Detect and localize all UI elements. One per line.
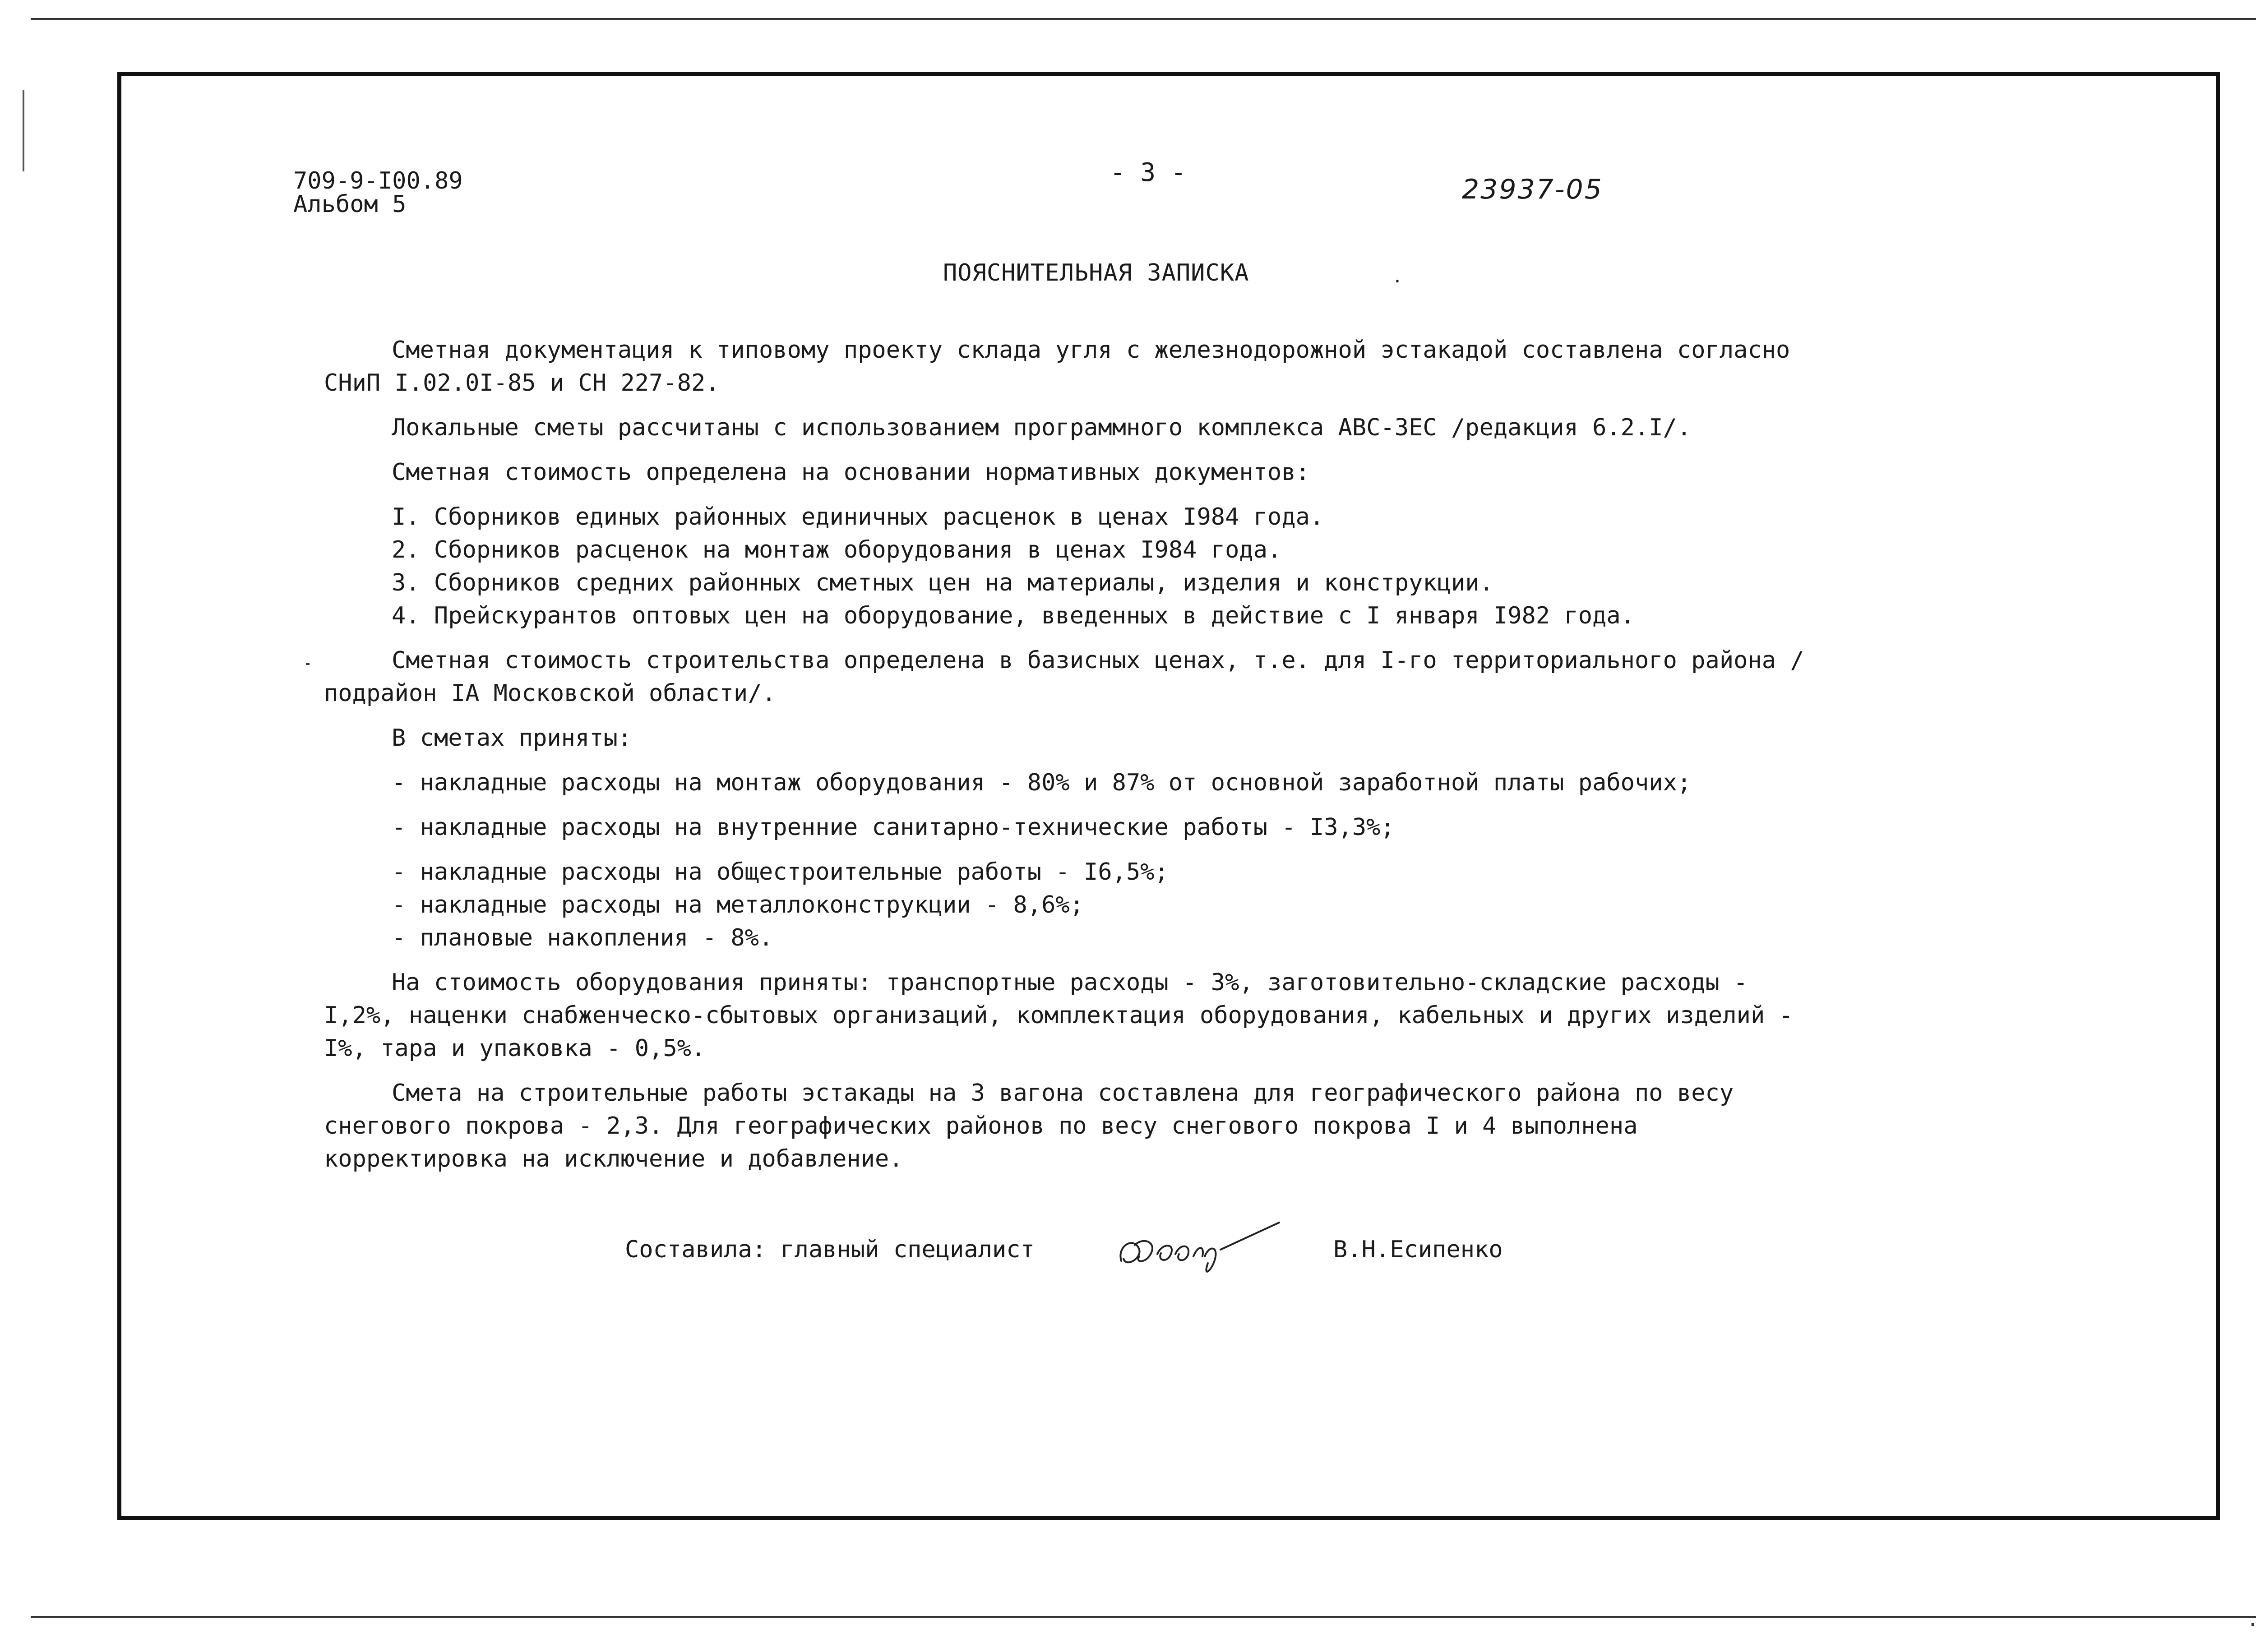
project-designation: 709-9-I00.89 [293,167,463,194]
stray-mark [306,663,310,665]
list-item: 2. Сборников расценок на монтаж оборудования в ценах I984 года. [392,536,1282,563]
signatory-name: В.Н.Есипенко [1333,1236,1503,1263]
document-code: 23937-05 [1462,174,1603,205]
handwritten-signature [1108,1218,1288,1281]
bullet-item: - накладные расходы на металлоконструкции - 8,6%; [392,891,1084,918]
bullet-item: - накладные расходы на внутренние санитарно-технические работы - I3,3%; [392,814,1395,841]
header-left [293,169,463,216]
paragraph-base-prices: Сметная стоимость строительства определена в базисных ценах, т.е. для I-го территориального района /подрайон IA Московской области/. [324,647,1804,707]
paragraph-norms-intro: Сметная стоимость определена на основании нормативных документов: [392,459,1310,486]
paragraph-basis: Сметная документация к типовому проекту склада угля с железнодорожной эстакадой составлена согласно СНиП I.02.0I-85 и СН 227-82. [324,337,1790,397]
paragraph-equipment: На стоимость оборудования приняты: транспортные расходы - 3%, заготовительно-складские расходы - I,2%, наценки снабженческо-сбытовых организаций, комплектация оборудования, кабельных и других изделий - I%, тара и упаковка - 0,5%. [324,969,1793,1062]
stray-dot: . [1392,266,1403,287]
list-item: 4. Прейскурантов оптовых цен на оборудование, введенных в действие с I января I982 года. [392,602,1635,629]
sheet-edge-top [31,18,2256,20]
bullet-item: - накладные расходы на монтаж оборудования - 80% и 87% от основной заработной платы рабочих; [392,769,1692,796]
sheet-edge-left [23,90,24,171]
note-body [324,334,1831,1187]
signature-row [625,1227,1527,1290]
album-label: Альбом 5 [293,191,407,218]
page-title: ПОЯСНИТЕЛЬНАЯ ЗАПИСКА [943,259,1249,286]
corner-mark [2251,1623,2254,1626]
bullet-item: - плановые накопления - 8%. [392,924,773,951]
bullet-item: - накладные расходы на общестроительные работы - I6,5%; [392,858,1169,886]
page-number: - 3 - [1110,158,1186,187]
signature-label: Составила: главный специалист [625,1236,1035,1263]
sheet-edge-bottom [31,1616,2256,1618]
list-item: I. Сборников единых районных единичных расценок в ценах I984 года. [392,503,1324,531]
list-item: 3. Сборников средних районных сметных цен на материалы, изделия и конструкции. [392,569,1493,596]
paragraph-software: Локальные сметы рассчитаны с использованием программного комплекса АВС-ЗЕС /редакция 6.2.I/. [392,414,1692,441]
paragraph-snow-load: Смета на строительные работы эстакады на 3 вагона составлена для географического района по весу снегового покрова - 2,3. Для географических районов по весу снегового покрова I и 4 выполнена корректировка на исключение и добавление. [324,1080,1734,1172]
paragraph-accepted: В сметах приняты: [392,724,632,752]
